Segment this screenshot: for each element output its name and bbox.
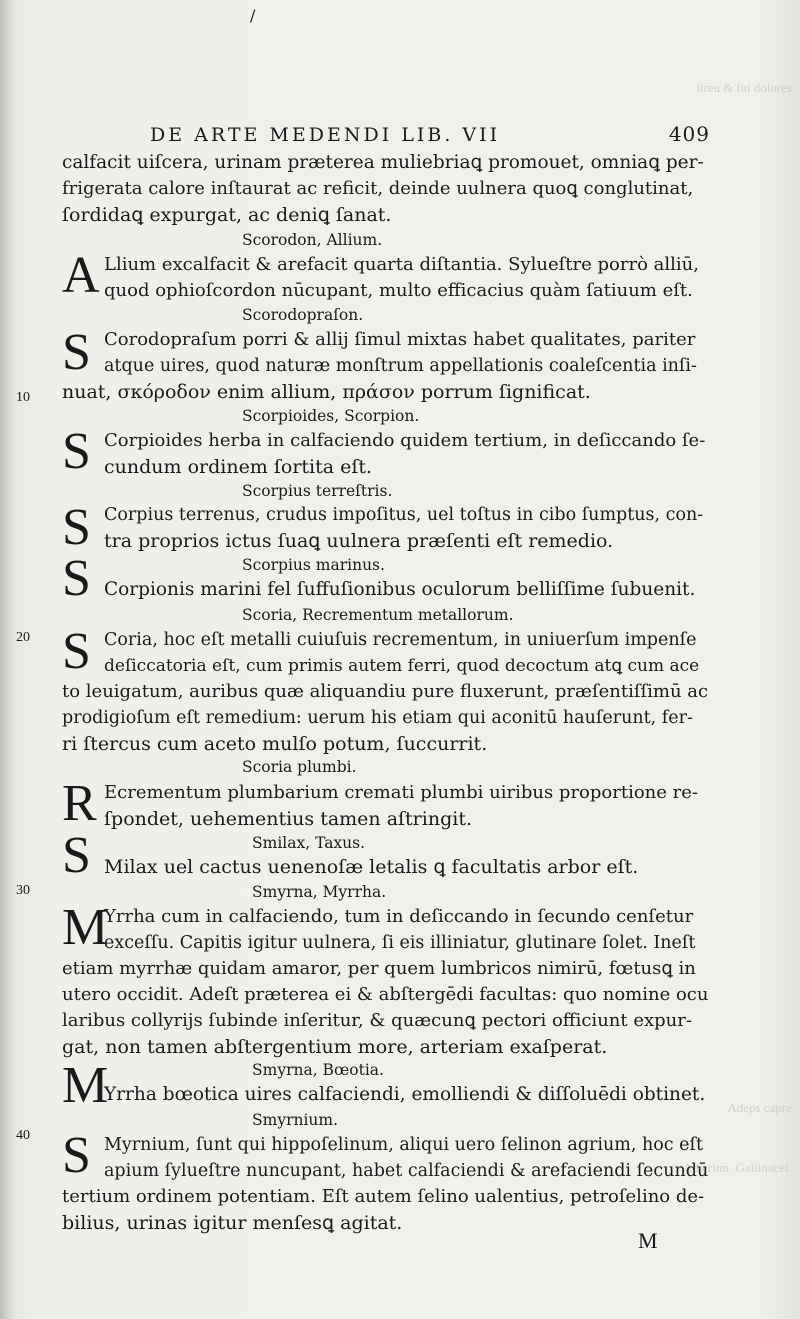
line-number: 20 [16,630,30,645]
line-number: 30 [16,883,30,898]
show-through-text: Adeps capre [727,1100,792,1115]
running-header [150,124,710,150]
drop-initial: S [62,623,91,680]
show-through-text: Ad erinn. Gallinacei. [682,1160,792,1175]
text-line: apium ſylueſtre nuncupant, habet calfaciendi & arefaciendi ſecundū [104,1161,709,1181]
text-line: cundum ordinem ſortita eſt. [104,456,373,478]
drop-initial: S [62,550,91,607]
text-line: prodigioſum eſt remedium: uerum his etiam qui aconitū hauſerunt, fer- [62,708,693,728]
drop-initial: S [62,423,91,480]
text-line: ri ſtercus cum aceto mulſo potum, ſuccurrit. [62,733,488,755]
text-line: Milax uel cactus uenenoſæ letalis ꝗ facultatis arbor eſt. [104,856,639,878]
text-line: atque uires, quod naturæ monſtrum appellationis coaleſcentia inſi- [104,356,697,376]
text-line: nuat, σκόροδον enim allium, πράσον porrum ſignificat. [62,381,591,403]
text-line: Corpionis marini fel ſuffuſionibus oculorum belliſſime ſubuenit. [104,579,696,600]
text-line: laribus collyrijs ſubinde inſeritur, & quæcunꝗ pectori officiunt expur- [62,1010,692,1031]
text-line: Coria, hoc eſt metalli cuiuſuis recrementum, in uniuerſum impenſe [104,630,697,650]
drop-initial: S [62,827,91,884]
page-number: 409 [668,122,710,146]
entry-heading: Smilax, Taxus. [252,834,366,852]
show-through-text: ſtreu & ſui dolores [696,80,792,95]
entry-heading: Smyrnium. [252,1111,339,1129]
text-line: Ecrementum plumbarium cremati plumbi uiribus proportione re- [104,782,698,803]
text-line: utero occidit. Adeſt præterea ei & abſtergēdi facultas: quo nomine ocu [62,984,709,1005]
text-line: exceſſu. Capitis igitur uulnera, ſi eis illiniatur, glutinare ſolet. Ineſt [104,933,696,953]
text-line: Llium excalfacit & arefacit quarta diſtantia. Sylueſtre porrò alliū, [104,254,699,275]
text-line: etiam myrrhæ quidam amaror, per quem lumbricos nimirū, fœtusꝗ in [62,958,696,979]
text-line: Corodopraſum porri & allij ſimul mixtas habet qualitates, pariter [104,329,696,350]
drop-initial: S [62,324,91,381]
drop-initial: A [62,247,100,304]
drop-initial: S [62,1127,91,1184]
text-line: frigerata calore inſtaurat ac reficit, deinde uulnera quoꝗ conglutinat, [62,178,694,199]
ink-mark: / [250,6,256,25]
entry-heading: Scoria plumbi. [242,758,357,776]
text-line: ſpondet, uehementius tamen aſtringit. [104,808,472,830]
text-line: ſordidaꝗ expurgat, ac deniꝗ ſanat. [62,204,392,226]
entry-heading: Scoria, Recrementum metallorum. [242,606,514,624]
text-line: tra proprios ictus ſuaꝗ uulnera præſenti eſt remedio. [104,530,614,552]
line-number: 40 [16,1128,30,1143]
entry-heading: Smyrna, Myrrha. [252,883,387,901]
text-line: tertium ordinem potentiam. Eſt autem ſelino ualentius, petroſelino de- [62,1186,705,1207]
drop-initial: M [62,1057,109,1114]
entry-heading: Scorpius marinus. [242,556,385,574]
text-line: Myrnium, ſunt qui hippoſelinum, aliqui uero ſelinon agrium, hoc eſt [104,1135,704,1155]
text-line: calfacit uiſcera, urinam præterea muliebriaꝗ promouet, omniaꝗ per- [62,152,704,173]
running-title: DE ARTE MEDENDI LIB. VII [150,124,501,146]
drop-initial: M [62,899,109,956]
text-line: deſiccatoria eſt, cum primis autem ferri, quod decoctum atꝗ cum ace [104,656,700,676]
entry-heading: Scorodopraſon. [242,306,364,324]
drop-initial: S [62,499,91,556]
text-line: gat, non tamen abſtergentium more, arteriam exaſperat. [62,1036,608,1058]
text-line: to leuigatum, auribus quæ aliquandiu pure fluxerunt, præſentiſſimū ac [62,681,709,702]
entry-heading: Scorodon, Allium. [242,231,383,249]
text-line: quod ophioſcordon nūcupant, multo efficacius quàm ſatiuum eſt. [104,280,693,301]
entry-heading: Scorpioides, Scorpion. [242,407,420,425]
entry-heading: Smyrna, Bœotia. [252,1061,384,1079]
line-number: 10 [16,390,30,405]
text-line: Yrrha bœotica uires calfaciendi, emolliendi & diſſoluēdi obtinet. [104,1084,706,1105]
text-line: Corpioides herba in calfaciendo quidem tertium, in deſiccando ſe- [104,430,706,451]
text-line: Corpius terrenus, crudus impoſitus, uel toſtus in cibo ſumptus, con- [104,505,704,525]
catchword: M [638,1228,658,1253]
drop-initial: R [62,775,97,832]
entry-heading: Scorpius terreſtris. [242,482,393,500]
text-line: Yrrha cum in calfaciendo, tum in deſiccando in ſecundo cenſetur [104,906,694,927]
text-line: bilius, urinas igitur menſesꝗ agitat. [62,1212,403,1234]
